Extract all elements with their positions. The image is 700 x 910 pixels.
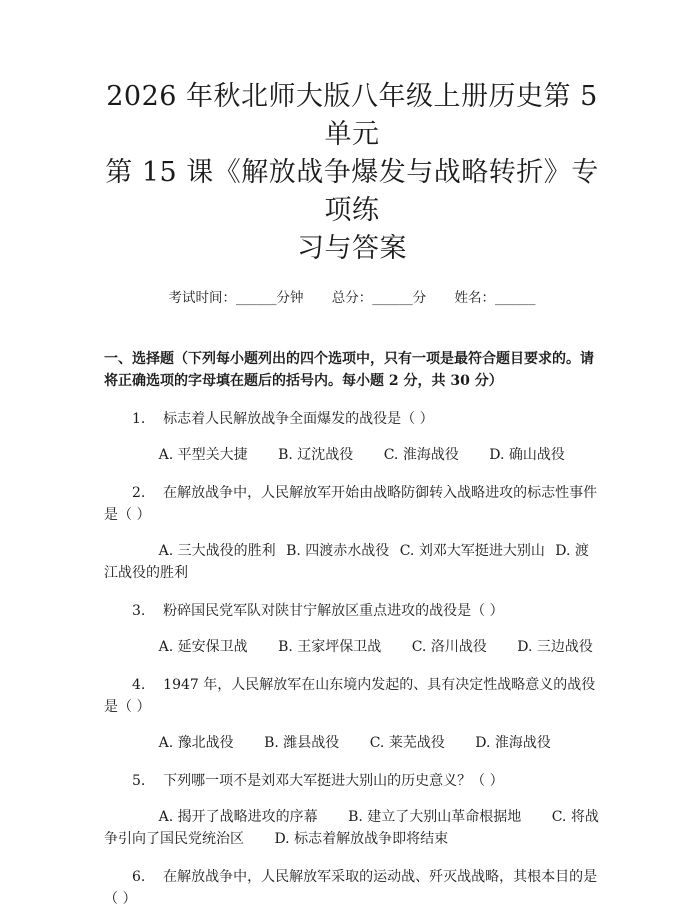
exam-time: 考试时间：______分钟 — [168, 290, 304, 306]
option-b: B. 辽沈战役 — [278, 447, 354, 463]
question-options — [104, 732, 600, 754]
option-d: D. 确山战役 — [489, 447, 565, 463]
option-c: C. 将战争引向了国民党统治区 — [104, 809, 599, 847]
title-line-3: 习与答案 — [297, 233, 407, 264]
option-c: C. 刘邓大军挺进大别山 — [399, 543, 545, 559]
question-2 — [104, 482, 600, 584]
question-options — [104, 444, 600, 466]
title-line-2: 第 15 课《解放战争爆发与战略转折》专项练 — [105, 157, 599, 226]
question-4 — [104, 674, 600, 754]
question-stem: 2. 在解放战争中，人民解放军开始由战略防御转入战略进攻的标志性事件是（ ） — [104, 485, 598, 523]
question-stem: 3. 粉碎国民党军队对陕甘宁解放区重点进攻的战役是（ ） — [132, 603, 504, 619]
total-score: 总分：______分 — [331, 290, 427, 306]
question-stem: 6. 在解放战争中，人民解放军采取的运动战、歼灭战战略，其根本目的是（ ） — [104, 869, 598, 907]
option-b: B. 建立了大别山革命根据地 — [348, 809, 522, 825]
question-options — [104, 540, 600, 584]
question-1 — [104, 408, 600, 466]
question-stem: 1. 标志着人民解放战争全面爆发的战役是（ ） — [132, 411, 434, 427]
document-title — [104, 78, 600, 268]
option-a: A. 揭开了战略进攻的序幕 — [158, 809, 318, 825]
option-d: D. 渡江战役的胜利 — [104, 543, 589, 581]
question-stem: 4. 1947 年，人民解放军在山东境内发起的、具有决定性战略意义的战役是（ ） — [104, 677, 596, 715]
option-b: B. 四渡赤水战役 — [286, 543, 390, 559]
question-3 — [104, 600, 600, 658]
exam-info — [104, 286, 600, 306]
option-d: D. 标志着解放战争即将结束 — [274, 831, 449, 847]
option-b: B. 潍县战役 — [264, 735, 340, 751]
option-c: C. 淮海战役 — [383, 447, 459, 463]
option-d: D. 三边战役 — [517, 639, 593, 655]
option-d: D. 淮海战役 — [475, 735, 551, 751]
student-name: 姓名：______ — [454, 290, 536, 306]
option-a: A. 豫北战役 — [158, 735, 234, 751]
question-5 — [104, 770, 600, 850]
question-stem: 5. 下列哪一项不是刘邓大军挺进大别山的历史意义？（ ） — [132, 773, 504, 789]
question-options — [104, 806, 600, 850]
option-c: C. 莱芜战役 — [369, 735, 445, 751]
option-a: A. 延安保卫战 — [158, 639, 248, 655]
option-a: A. 三大战役的胜利 — [158, 543, 276, 559]
section-heading: 一、选择题（下列每小题列出的四个选项中，只有一项是最符合题目要求的。请将正确选项的字母填在题后的括号内。每小题 2 分，共 30 分） — [104, 351, 594, 389]
question-6 — [104, 866, 600, 910]
option-c: C. 洛川战役 — [411, 639, 487, 655]
option-b: B. 王家坪保卫战 — [278, 639, 382, 655]
question-options — [104, 636, 600, 658]
title-line-1: 2026 年秋北师大版八年级上册历史第 5 单元 — [106, 81, 598, 150]
option-a: A. 平型关大捷 — [158, 447, 248, 463]
